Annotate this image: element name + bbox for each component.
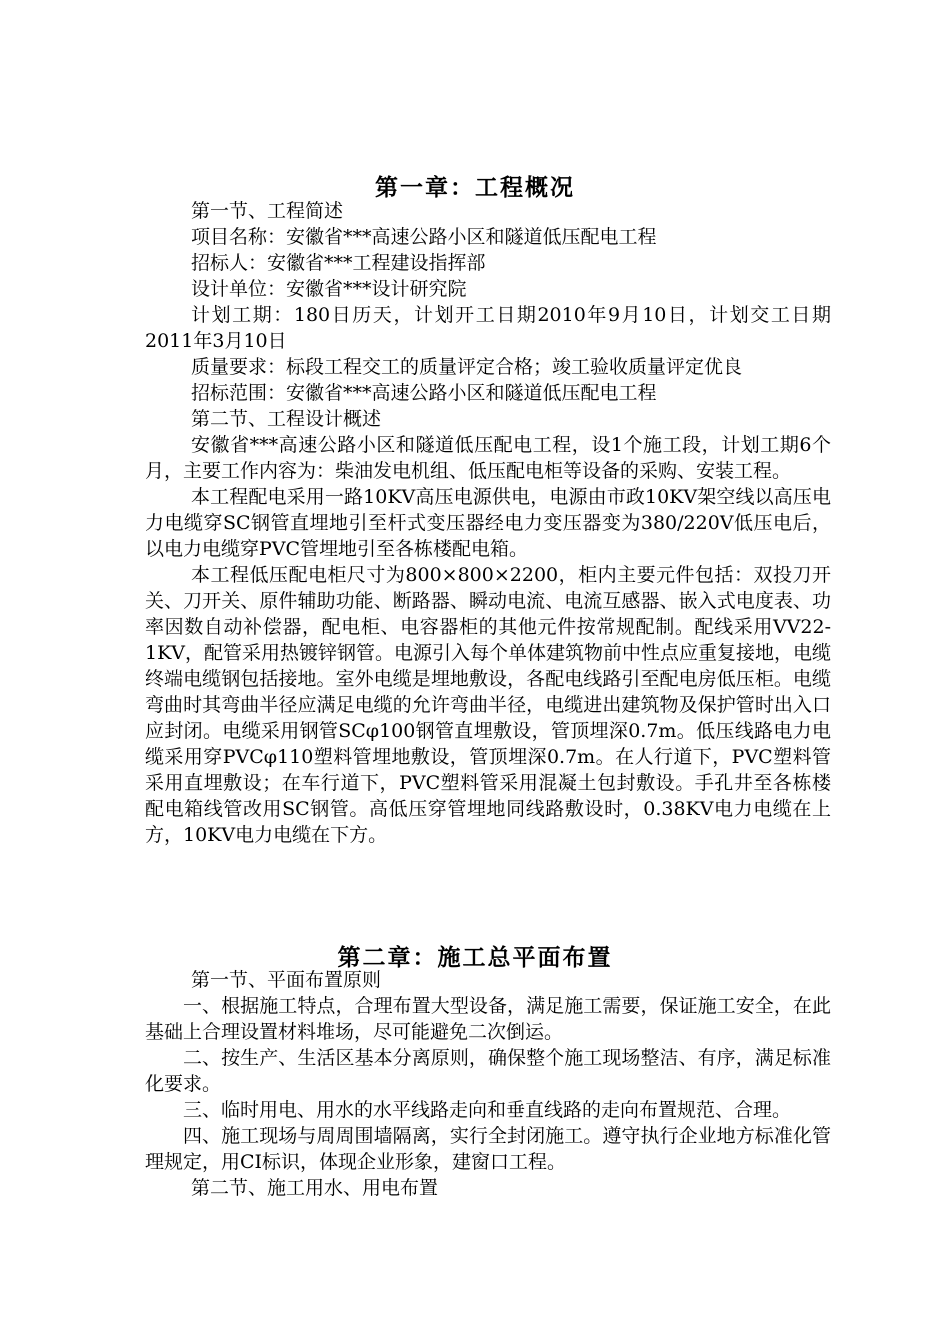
chapter-2-body: [145, 967, 831, 1201]
planned-duration: 计划工期：180日历天，计划开工日期2010年9月10日，计划交工日期2011年3月10日: [145, 304, 831, 352]
chapter-1-body: [145, 198, 831, 848]
quality-requirement: 质量要求：标段工程交工的质量评定合格；竣工验收质量评定优良: [191, 356, 743, 378]
list-item: 一、根据施工特点，合理布置大型设备，满足施工需要，保证施工安全，在此基础上合理设置材料堆场，尽可能避免二次倒运。: [145, 995, 831, 1043]
tender-scope: 招标范围：安徽省***高速公路小区和隧道低压配电工程: [191, 382, 657, 404]
section-heading: 第二节、工程设计概述: [191, 408, 382, 430]
design-unit: 设计单位：安徽省***设计研究院: [191, 278, 467, 300]
chapter-2-title: 第二章：施工总平面布置: [337, 945, 613, 972]
body-paragraph: 本工程配电采用一路10KV高压电源供电，电源由市政10KV架空线以高压电力电缆穿SC钢管直埋地引至杆式变压器经电力变压器变为380/220V低压电后，以电力电缆穿PVC管埋地引至各栋楼配电箱。: [145, 486, 831, 560]
project-name: 项目名称：安徽省***高速公路小区和隧道低压配电工程: [191, 226, 657, 248]
body-paragraph: 本工程低压配电柜尺寸为800×800×2200，柜内主要元件包括：双投刀开关、刀开关、原件辅助功能、断路器、瞬动电流、电流互感器、嵌入式电度表、功率因数自动补偿器，配电柜、电容器柜的其他元件按常规配制。配线采用VV22-1KV，配管采用热镀锌钢管。电源引入每个单体建筑物前中性点应重复接地，电缆终端电缆钢包括接地。室外电缆是埋地敷设，各配电线路引至配电房低压柜。电缆弯曲时其弯曲半径应满足电缆的允许弯曲半径，电缆进出建筑物及保护管时出入口应封闭。电缆采用钢管SCφ100钢管直埋敷设，管顶埋深0.7m。低压线路电力电缆采用穿PVCφ110塑料管埋地敷设，管顶埋深0.7m。在人行道下，PVC塑料管采用直埋敷设；在车行道下，PVC塑料管采用混凝土包封敷设。手孔井至各栋楼配电箱线管改用SC钢管。高低压穿管埋地同线路敷设时，0.38KV电力电缆在上方，10KV电力电缆在下方。: [145, 564, 832, 846]
body-paragraph: 安徽省***高速公路小区和隧道低压配电工程，设1个施工段，计划工期6个月，主要工作内容为：柴油发电机组、低压配电柜等设备的采购、安装工程。: [145, 434, 831, 482]
list-item: 二、按生产、生活区基本分离原则，确保整个施工现场整洁、有序，满足标准化要求。: [145, 1047, 831, 1095]
list-item: 三、临时用电、用水的水平线路走向和垂直线路的走向布置规范、合理。: [183, 1099, 792, 1121]
list-item: 四、施工现场与周周围墙隔离，实行全封闭施工。遵守执行企业地方标准化管理规定，用CI标识，体现企业形象，建窗口工程。: [145, 1125, 831, 1173]
tenderer: 招标人：安徽省***工程建设指挥部: [191, 252, 486, 274]
section-heading: 第二节、施工用水、用电布置: [191, 1177, 439, 1199]
chapter-1-title: 第一章：工程概况: [375, 175, 575, 202]
section-heading: 第一节、工程简述: [191, 200, 344, 222]
section-heading: 第一节、平面布置原则: [191, 969, 382, 991]
